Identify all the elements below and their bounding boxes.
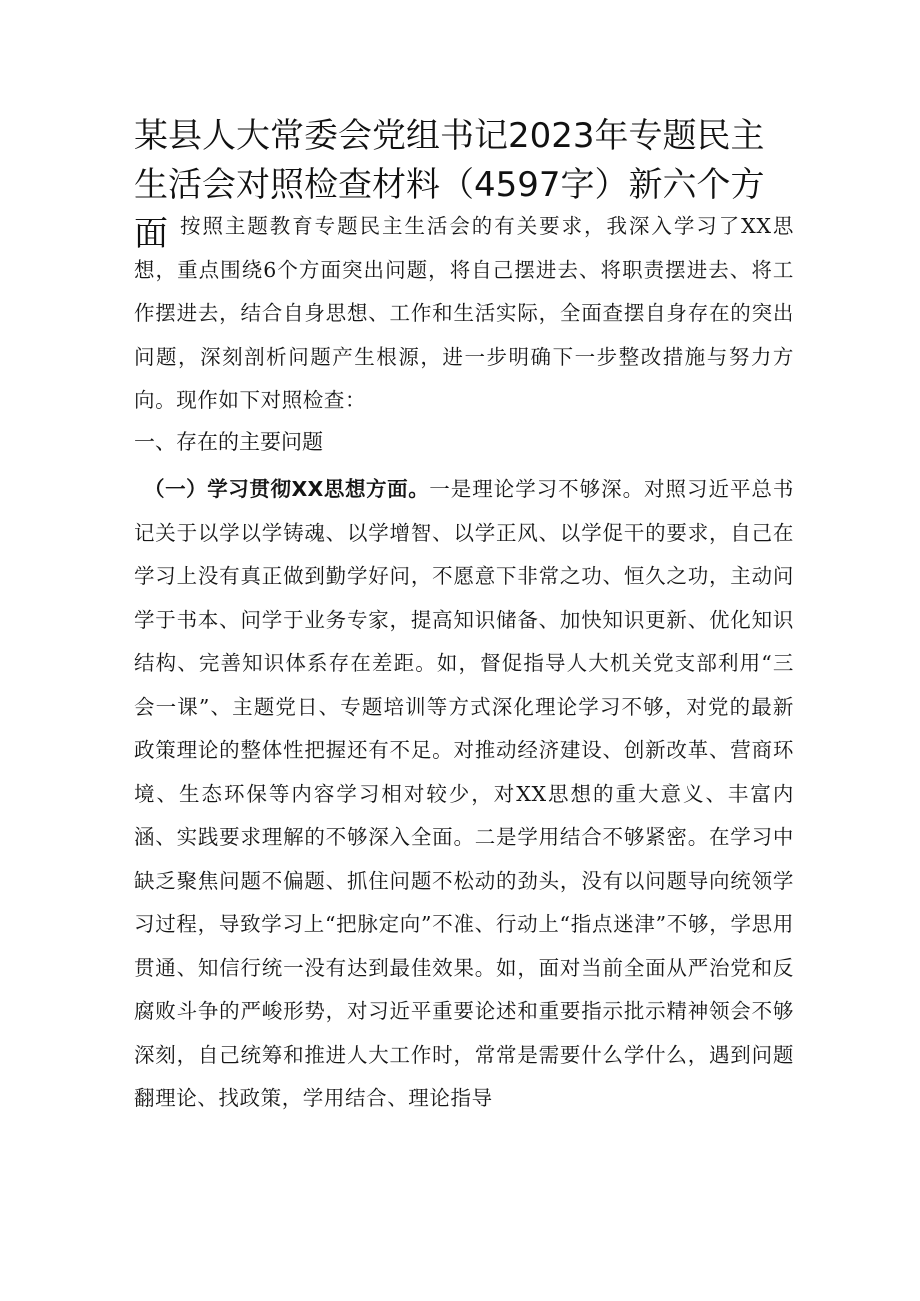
intro-paragraph: 按照主题教育专题民主生活会的有关要求，我深入学习了XX思想，重点围绕6个方面突出问题，将自己摆进去、将职责摆进去、将工作摆进去，结合自身思想、工作和生活实际，全面查摆自身存在的突出问题，深刻剖析问题产生根源，进一步明确下一步整改措施与努力方向。现作如下对照检查： [134,214,794,412]
section-heading-problems: 一、存在的主要问题 [134,430,323,454]
document-title: 某县人大常委会党组书记2023年专题民主生活会对照检查材料（4597字）新六个方面 [134,116,765,254]
subsection-lead-heading: （一）学习贯彻XX思想方面。 [144,477,430,501]
subsection-body-text: 一是理论学习不够深。对照习近平总书记关于以学以学铸魂、以学增智、以学正风、以学促干的要求，自己在学习上没有真正做到勤学好问，不愿意下非常之功、恒久之功，主动问学于书本、问学于业务专家，提高知识储备、加快知识更新、优化知识结构、完善知识体系存在差距。如，督促指导人大机关党支部利用“三会一课”、主题党日、专题培训等方式深化理论学习不够，对党的最新政策理论的整体性把握还有不足。对推动经济建设、创新改革、营商环境、生态环保等内容学习相对较少，对XX思想的重大意义、丰富内涵、实践要求理解的不够深入全面。二是学用结合不够紧密。在学习中缺乏聚焦问题不偏题、抓住问题不松动的劲头，没有以问题导向统领学习过程，导致学习上“把脉定向”不准、行动上“指点迷津”不够，学思用贯通、知信行统一没有达到最佳效果。如，面对当前全面从严治党和反腐败斗争的严峻形势，对习近平重要论述和重要指示批示精神领会不够深刻，自己统筹和推进人大工作时，常常是需要什么学什么，遇到问题翻理论、找政策，学用结合、理论指导 [134,477,794,1110]
subsection-paragraph-study [134,468,794,1121]
